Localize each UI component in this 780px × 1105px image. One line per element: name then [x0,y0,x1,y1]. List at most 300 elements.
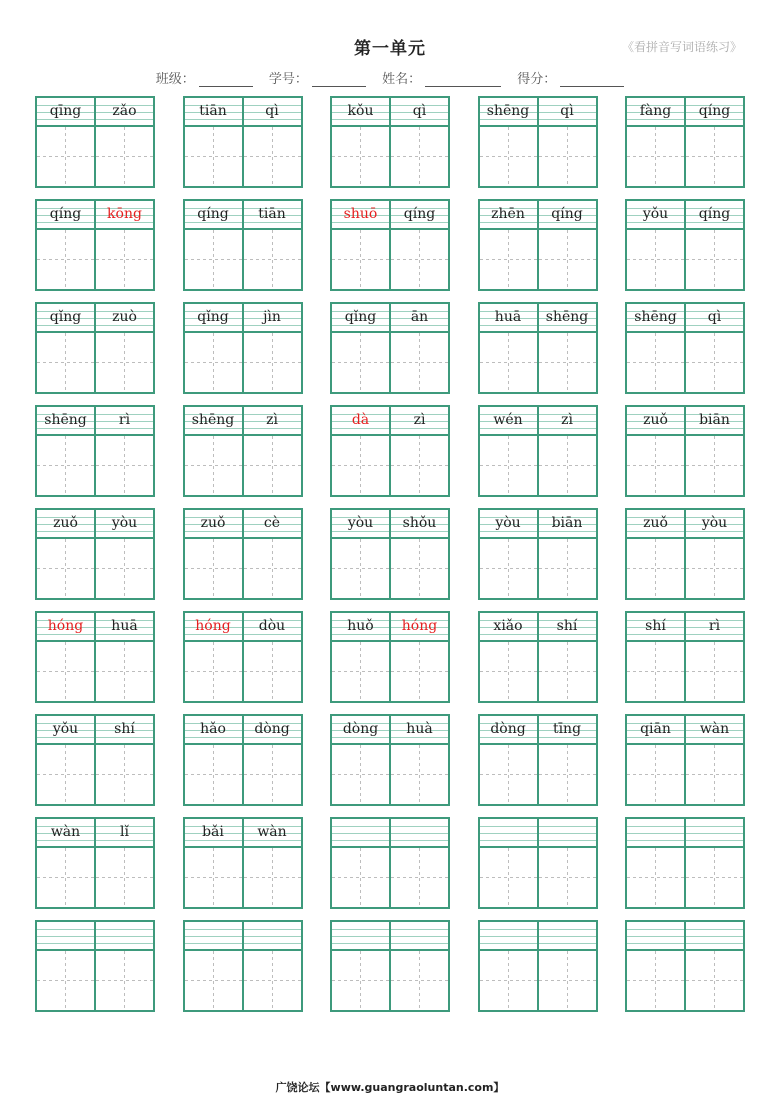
tianzige-box[interactable] [537,642,596,701]
tianzige-box[interactable] [94,848,153,907]
writing-area [332,539,448,598]
tianzige-box[interactable] [480,333,537,392]
pinyin-row [185,716,301,745]
word-cell [330,817,450,909]
tianzige-box[interactable] [537,127,596,186]
pinyin-syllable: tīng [537,716,596,743]
pinyin-syllable: shuō [343,206,378,222]
writing-area [480,436,596,495]
student-number-label: 学号： [268,72,308,87]
pinyin-syllable [185,922,242,949]
pinyin-row [480,201,596,230]
tianzige-box[interactable] [185,951,242,1010]
pinyin-syllable: yòu [684,510,743,537]
pinyin-syllable: yòu [495,515,521,531]
pinyin-row [185,510,301,539]
tianzige-box[interactable] [37,127,94,186]
word-cell [35,302,155,394]
tianzige-box[interactable] [537,745,596,804]
tianzige-box[interactable] [684,951,743,1010]
pinyin-syllable: biān [684,407,743,434]
tianzige-box[interactable] [684,642,743,701]
pinyin-row [480,98,596,127]
tianzige-box[interactable] [37,951,94,1010]
tianzige-box[interactable] [37,745,94,804]
tianzige-box[interactable] [94,333,153,392]
writing-area [627,127,743,186]
writing-area [332,436,448,495]
tianzige-box[interactable] [480,745,537,804]
pinyin-row [627,922,743,951]
pinyin-syllable: rì [684,613,743,640]
pinyin-syllable: wàn [684,716,743,743]
pinyin-syllable [480,922,537,949]
writing-area [480,951,596,1010]
pinyin-row [332,716,448,745]
tianzige-box[interactable] [389,745,448,804]
name-label: 姓名： [382,72,422,87]
pinyin-syllable [37,922,94,949]
tianzige-box[interactable] [37,642,94,701]
pinyin-row [37,819,153,848]
pinyin-syllable: zuǒ [200,515,226,531]
pinyin-syllable: dòng [490,721,526,737]
tianzige-box[interactable] [537,230,596,289]
tianzige-box[interactable] [332,127,389,186]
pinyin-syllable: zhēn [491,206,525,222]
pinyin-syllable: qíng [389,201,448,228]
student-number-field [269,68,366,87]
word-cell [625,714,745,806]
worksheet-subtitle: 《看拼音写词语练习》 [621,40,742,54]
pinyin-syllable: yòu [347,515,374,531]
tianzige-box[interactable] [684,436,743,495]
pinyin-syllable: hóng [389,613,448,640]
pinyin-row [480,716,596,745]
tianzige-box[interactable] [480,436,537,495]
tianzige-box[interactable] [389,436,448,495]
pinyin-syllable: shēng [44,412,87,428]
writing-area [627,333,743,392]
pinyin-syllable [389,819,448,846]
pinyin-syllable [242,922,301,949]
word-cell [625,96,745,188]
writing-area [37,848,153,907]
word-cell [183,508,303,600]
tianzige-box[interactable] [242,230,301,289]
pinyin-row [480,304,596,333]
pinyin-row [185,407,301,436]
pinyin-row [185,922,301,951]
tianzige-box[interactable] [332,333,389,392]
pinyin-syllable: qīng [49,103,82,119]
pinyin-row [37,613,153,642]
writing-area [185,230,301,289]
pinyin-syllable: yòu [94,510,153,537]
word-cell [625,405,745,497]
pinyin-syllable: shí [645,618,666,634]
pinyin-syllable: huà [389,716,448,743]
pinyin-row [185,819,301,848]
word-cell [330,920,450,1012]
tianzige-box[interactable] [94,642,153,701]
pinyin-syllable [627,922,684,949]
word-cell [478,920,598,1012]
tianzige-box[interactable] [94,230,153,289]
tianzige-box[interactable] [684,539,743,598]
word-cell [183,302,303,394]
word-cell [478,96,598,188]
tianzige-box[interactable] [537,539,596,598]
word-cell [35,714,155,806]
word-cell [625,817,745,909]
pinyin-row [37,922,153,951]
tianzige-box[interactable] [242,848,301,907]
pinyin-syllable: zì [389,407,448,434]
word-cell [478,199,598,291]
pinyin-syllable: zì [537,407,596,434]
writing-area [627,951,743,1010]
pinyin-syllable: zì [242,407,301,434]
pinyin-row [480,407,596,436]
tianzige-box[interactable] [627,539,684,598]
writing-area [37,436,153,495]
pinyin-row [480,510,596,539]
pinyin-row [332,304,448,333]
writing-area [627,745,743,804]
word-cell [183,405,303,497]
pinyin-syllable: jìn [242,304,301,331]
word-cell [183,96,303,188]
word-cell [330,714,450,806]
pinyin-syllable: wàn [242,819,301,846]
word-cell [478,817,598,909]
tianzige-box[interactable] [537,436,596,495]
tianzige-box[interactable] [480,951,537,1010]
word-cell [35,96,155,188]
tianzige-box[interactable] [684,333,743,392]
pinyin-syllable: xiǎo [493,618,523,634]
writing-area [185,848,301,907]
writing-area [480,848,596,907]
tianzige-box[interactable] [185,230,242,289]
tianzige-box[interactable] [537,951,596,1010]
writing-area [37,951,153,1010]
tianzige-box[interactable] [37,333,94,392]
pinyin-row [480,922,596,951]
pinyin-syllable: fàng [639,103,672,119]
word-cell [478,405,598,497]
pinyin-row [627,304,743,333]
tianzige-box[interactable] [627,127,684,186]
footer-credit: 广饶论坛【www.guangraoluntan.com】 [275,1081,505,1094]
tianzige-box[interactable] [389,848,448,907]
word-cell [183,817,303,909]
pinyin-syllable: shí [94,716,153,743]
tianzige-box[interactable] [627,745,684,804]
tianzige-box[interactable] [537,848,596,907]
pinyin-row [37,407,153,436]
pinyin-syllable: shēng [191,412,235,428]
pinyin-syllable: shēng [634,309,677,325]
pinyin-syllable: dòng [242,716,301,743]
word-cell [35,920,155,1012]
pinyin-syllable: wàn [50,824,81,840]
word-cell [478,302,598,394]
writing-area [627,230,743,289]
pinyin-syllable: dà [351,412,370,428]
pinyin-row [332,922,448,951]
tianzige-box[interactable] [684,230,743,289]
pinyin-row [332,407,448,436]
pinyin-row [480,613,596,642]
tianzige-box[interactable] [185,539,242,598]
pinyin-syllable: cè [242,510,301,537]
name-field [382,68,501,87]
pinyin-syllable: hǎo [200,721,226,737]
writing-area [627,436,743,495]
pinyin-syllable: tiān [199,103,227,119]
pinyin-syllable: shēng [486,103,530,119]
pinyin-row [185,98,301,127]
tianzige-box[interactable] [332,642,389,701]
page-title: 第一单元 [354,39,426,59]
writing-area [332,127,448,186]
word-cell [625,611,745,703]
pinyin-syllable: tiān [242,201,301,228]
word-cell [625,920,745,1012]
writing-area [37,230,153,289]
word-cell [35,199,155,291]
tianzige-box[interactable] [185,642,242,701]
pinyin-syllable [94,922,153,949]
tianzige-box[interactable] [480,230,537,289]
word-cell [478,508,598,600]
pinyin-syllable: hóng [195,618,231,634]
tianzige-box[interactable] [480,642,537,701]
pinyin-row [332,613,448,642]
pinyin-syllable: hóng [47,618,84,634]
pinyin-syllable: qì [684,304,743,331]
tianzige-box[interactable] [37,436,94,495]
word-cell [330,96,450,188]
pinyin-row [332,510,448,539]
tianzige-box[interactable] [185,127,242,186]
class-blank[interactable] [199,72,253,87]
tianzige-box[interactable] [94,436,153,495]
pinyin-syllable: huǒ [347,618,374,634]
tianzige-box[interactable] [242,745,301,804]
tianzige-box[interactable] [94,745,153,804]
writing-area [185,745,301,804]
pinyin-syllable: lǐ [94,819,153,846]
pinyin-row [332,98,448,127]
pinyin-syllable: dòng [342,721,379,737]
tianzige-box[interactable] [37,848,94,907]
tianzige-box[interactable] [332,951,389,1010]
tianzige-box[interactable] [185,848,242,907]
pinyin-syllable: biān [537,510,596,537]
pinyin-syllable: qíng [197,206,229,222]
tianzige-box[interactable] [242,333,301,392]
tianzige-box[interactable] [242,436,301,495]
pinyin-row [627,819,743,848]
class-field [156,68,253,87]
tianzige-box[interactable] [627,848,684,907]
tianzige-box[interactable] [389,951,448,1010]
word-cell [625,508,745,600]
pinyin-syllable: qǐng [49,309,82,325]
tianzige-box[interactable] [627,436,684,495]
word-cell [478,714,598,806]
tianzige-box[interactable] [332,848,389,907]
pinyin-row [627,716,743,745]
writing-area [627,539,743,598]
word-cell [35,405,155,497]
tianzige-box[interactable] [332,230,389,289]
pinyin-row [185,304,301,333]
writing-area [480,230,596,289]
pinyin-syllable: zuò [94,304,153,331]
tianzige-box[interactable] [332,745,389,804]
writing-area [185,642,301,701]
word-cell [625,199,745,291]
tianzige-box[interactable] [94,951,153,1010]
tianzige-box[interactable] [389,539,448,598]
pinyin-syllable: shǒu [389,510,448,537]
tianzige-box[interactable] [94,539,153,598]
tianzige-box[interactable] [627,951,684,1010]
tianzige-box[interactable] [185,436,242,495]
word-cell [183,611,303,703]
writing-area [480,642,596,701]
tianzige-box[interactable] [94,127,153,186]
writing-area [480,333,596,392]
pinyin-syllable: rì [94,407,153,434]
pinyin-syllable: zuǒ [53,515,78,531]
pinyin-syllable: qíng [49,206,82,222]
tianzige-box[interactable] [332,436,389,495]
pinyin-row [37,98,153,127]
pinyin-row [627,510,743,539]
pinyin-syllable: ān [389,304,448,331]
word-cell [330,302,450,394]
pinyin-row [37,716,153,745]
name-blank[interactable] [425,72,501,87]
pinyin-syllable: qíng [537,201,596,228]
pinyin-row [627,98,743,127]
writing-area [185,436,301,495]
writing-area [37,745,153,804]
writing-area [480,745,596,804]
tianzige-box[interactable] [242,127,301,186]
pinyin-syllable: yǒu [642,206,669,222]
writing-area [185,951,301,1010]
pinyin-syllable: dòu [242,613,301,640]
writing-area [627,848,743,907]
tianzige-box[interactable] [389,230,448,289]
pinyin-syllable: huā [494,309,522,325]
tianzige-box[interactable] [242,642,301,701]
student-number-blank[interactable] [312,72,366,87]
writing-area [37,127,153,186]
tianzige-box[interactable] [37,539,94,598]
student-info-row [0,68,780,87]
word-cell [330,611,450,703]
tianzige-box[interactable] [684,848,743,907]
pinyin-row [627,201,743,230]
writing-area [37,333,153,392]
pinyin-syllable: zuǒ [643,412,668,428]
pinyin-syllable: qì [537,98,596,125]
score-blank[interactable] [560,72,624,87]
pinyin-syllable [332,922,389,949]
writing-area [332,951,448,1010]
pinyin-row [185,613,301,642]
pinyin-syllable [684,922,743,949]
pinyin-syllable: shí [537,613,596,640]
pinyin-syllable: wén [493,412,523,428]
tianzige-box[interactable] [389,333,448,392]
writing-area [332,848,448,907]
word-cell [478,611,598,703]
tianzige-box[interactable] [480,127,537,186]
tianzige-box[interactable] [332,539,389,598]
tianzige-box[interactable] [37,230,94,289]
pinyin-syllable: zuǒ [643,515,668,531]
tianzige-box[interactable] [480,848,537,907]
word-cell [183,920,303,1012]
pinyin-syllable: qǐng [197,309,229,325]
tianzige-box[interactable] [242,539,301,598]
word-cell [35,508,155,600]
tianzige-box[interactable] [389,127,448,186]
tianzige-box[interactable] [684,745,743,804]
writing-area [185,127,301,186]
writing-area [332,333,448,392]
pinyin-syllable: zǎo [94,98,153,125]
pinyin-row [37,510,153,539]
pinyin-syllable: qǐng [344,309,377,325]
pinyin-row [37,304,153,333]
tianzige-box[interactable] [185,745,242,804]
writing-area [185,333,301,392]
tianzige-box[interactable] [537,333,596,392]
pinyin-row [37,201,153,230]
writing-area [332,230,448,289]
tianzige-box[interactable] [627,230,684,289]
writing-area [185,539,301,598]
pinyin-syllable: shēng [537,304,596,331]
word-grid [35,96,745,1012]
tianzige-box[interactable] [185,333,242,392]
tianzige-box[interactable] [389,642,448,701]
pinyin-syllable [332,819,389,846]
writing-area [37,539,153,598]
tianzige-box[interactable] [242,951,301,1010]
pinyin-syllable: qì [389,98,448,125]
tianzige-box[interactable] [480,539,537,598]
tianzige-box[interactable] [627,642,684,701]
tianzige-box[interactable] [684,127,743,186]
word-cell [35,817,155,909]
writing-area [332,745,448,804]
word-cell [625,302,745,394]
word-cell [330,199,450,291]
pinyin-row [185,201,301,230]
tianzige-box[interactable] [627,333,684,392]
pinyin-syllable: kǒu [347,103,374,119]
